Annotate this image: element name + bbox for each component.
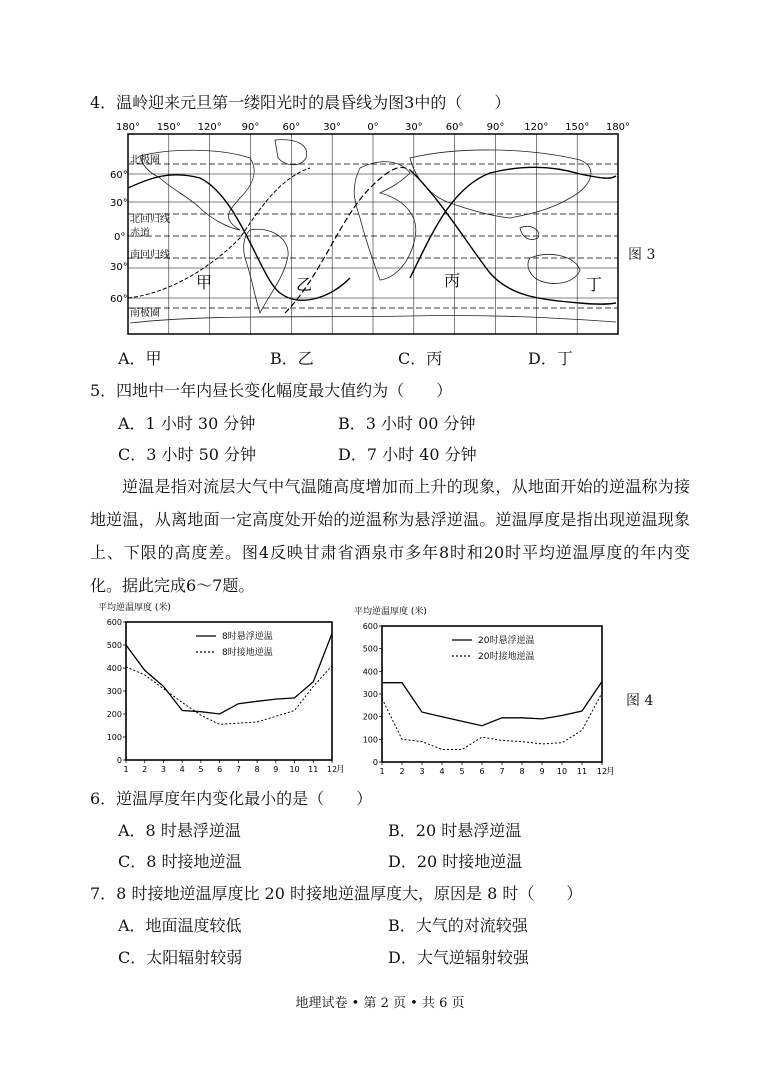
legend-label: 8时悬浮逆温 bbox=[222, 632, 273, 642]
chart-20h-svg bbox=[352, 604, 617, 780]
x-tick-label: 11 bbox=[576, 767, 588, 776]
x-tick-label: 8 bbox=[254, 765, 260, 774]
plot-frame bbox=[126, 622, 332, 760]
q7-option-a[interactable]: A．地面温度较低 bbox=[118, 916, 242, 935]
lat-label: 30° bbox=[110, 262, 128, 273]
legend-label: 20时接地逆温 bbox=[478, 652, 535, 662]
longitude-labels bbox=[116, 122, 630, 133]
x-tick-label: 12 bbox=[326, 765, 338, 774]
equator-label: 赤道 bbox=[130, 228, 150, 239]
figure-3-map bbox=[110, 118, 630, 342]
curve-label-ding: 丁 bbox=[586, 275, 603, 294]
y-tick-label: 400 bbox=[362, 667, 378, 677]
lat-label: 30° bbox=[110, 198, 128, 209]
x-tick-label: 2 bbox=[142, 765, 148, 774]
x-tick-label: 1 bbox=[123, 765, 129, 774]
x-axis-label: 月 bbox=[606, 767, 616, 777]
lon-label: 150° bbox=[156, 122, 181, 133]
y-tick-label: 300 bbox=[362, 690, 378, 699]
x-tick-label: 5 bbox=[198, 765, 204, 774]
lat-label: 60° bbox=[110, 294, 128, 305]
y-axis-label: 平均逆温厚度 (米) bbox=[98, 603, 171, 613]
x-tick-label: 5 bbox=[459, 767, 465, 776]
passage-paragraph: 逆温是指对流层大气中气温随高度增加而上升的现象，从地面开始的逆温称为接地逆温，从离地面一定高度处开始的逆温称为悬浮逆温。逆温厚度是指出现逆温现象上、下限的高度差。图4反映甘肃省酒泉市多年8时和20时平均逆温厚度的年内变化。据此完成6～7题。 bbox=[90, 477, 690, 595]
lon-label: 180° bbox=[115, 122, 141, 133]
lon-label: 90° bbox=[486, 122, 505, 133]
q5-option-c[interactable]: C．3 小时 50 分钟 bbox=[118, 445, 257, 464]
series-line-1 bbox=[126, 666, 332, 725]
lat-label: 60° bbox=[110, 170, 128, 181]
antarctic-circle-label: 南极圈 bbox=[130, 308, 160, 319]
lon-label: 60° bbox=[445, 122, 464, 133]
lon-label: 120° bbox=[197, 122, 222, 133]
lon-label: 0° bbox=[367, 122, 379, 133]
question-6: 6．逆温厚度年内变化最小的是（ ） bbox=[90, 789, 373, 808]
x-tick-label: 2 bbox=[399, 767, 405, 776]
y-tick-label: 200 bbox=[106, 710, 122, 719]
y-axis-label: 平均逆温厚度 (米) bbox=[354, 607, 427, 617]
lon-label: 30° bbox=[404, 122, 423, 133]
y-tick-label: 500 bbox=[106, 641, 122, 650]
q4-option-a[interactable]: A．甲 bbox=[118, 349, 162, 368]
lon-label: 90° bbox=[241, 122, 260, 133]
series-line-0 bbox=[382, 682, 602, 726]
lon-label: 120° bbox=[524, 122, 549, 133]
arctic-circle-label: 北极圈 bbox=[130, 155, 160, 166]
question-5: 5．四地中一年内昼长变化幅度最大值约为（ ） bbox=[90, 381, 453, 400]
tropic-cancer-label: 北回归线 bbox=[130, 214, 170, 225]
x-tick-label: 3 bbox=[160, 765, 167, 774]
y-tick-label: 500 bbox=[362, 644, 378, 654]
q6-option-d[interactable]: D．20 时接地逆温 bbox=[388, 852, 523, 871]
q6-option-a[interactable]: A．8 时悬浮逆温 bbox=[118, 821, 241, 840]
x-tick-label: 7 bbox=[499, 767, 505, 776]
x-tick-label: 7 bbox=[235, 765, 241, 774]
q7-option-d[interactable]: D．大气逆辐射较强 bbox=[388, 948, 529, 967]
x-tick-label: 12 bbox=[596, 767, 608, 776]
x-tick-label: 6 bbox=[479, 767, 485, 776]
lon-label: 150° bbox=[565, 122, 590, 133]
x-tick-label: 11 bbox=[308, 765, 319, 774]
y-tick-label: 600 bbox=[106, 618, 122, 627]
x-tick-label: 9 bbox=[273, 765, 279, 774]
x-tick-label: 6 bbox=[217, 765, 223, 774]
q5-option-d[interactable]: D．7 小时 40 分钟 bbox=[338, 445, 477, 464]
plot-frame bbox=[382, 626, 602, 762]
lon-label: 30° bbox=[323, 122, 342, 133]
x-tick-label: 1 bbox=[379, 767, 385, 776]
lon-label: 180° bbox=[605, 122, 630, 133]
y-tick-label: 200 bbox=[362, 712, 378, 722]
curve-label-bing: 丙 bbox=[444, 271, 461, 290]
legend-label: 20时悬浮逆温 bbox=[478, 636, 535, 646]
tropic-capricorn-label: 南回归线 bbox=[130, 250, 170, 261]
q6-option-c[interactable]: C．8 时接地逆温 bbox=[118, 852, 242, 871]
page-footer: 地理试卷 • 第 2 页 • 共 6 页 bbox=[295, 996, 465, 1011]
figure-4-chart-right bbox=[352, 604, 617, 784]
x-tick-label: 4 bbox=[439, 767, 445, 776]
x-tick-label: 8 bbox=[519, 767, 525, 776]
q6-option-b[interactable]: B．20 时悬浮逆温 bbox=[388, 821, 522, 840]
question-7: 7．8 时接地逆温厚度比 20 时接地逆温厚度大，原因是 8 时（ ） bbox=[90, 884, 583, 903]
q7-option-b[interactable]: B．大气的对流较强 bbox=[388, 916, 528, 935]
figure-4-caption: 图 4 bbox=[626, 693, 654, 709]
y-tick-label: 400 bbox=[106, 664, 122, 673]
q5-option-a[interactable]: A．1 小时 30 分钟 bbox=[118, 414, 256, 433]
world-map-svg bbox=[110, 118, 630, 338]
y-tick-label: 300 bbox=[106, 687, 122, 696]
chart-8h-svg bbox=[96, 600, 356, 778]
figure-4-chart-left bbox=[96, 600, 356, 782]
curve-label-jia: 甲 bbox=[196, 273, 213, 292]
y-tick-label: 0 bbox=[372, 758, 378, 767]
q4-option-d[interactable]: D．丁 bbox=[528, 349, 573, 368]
q4-option-c[interactable]: C．丙 bbox=[398, 349, 443, 368]
lon-label: 60° bbox=[282, 122, 301, 133]
x-tick-label: 10 bbox=[289, 765, 300, 774]
q7-option-c[interactable]: C．太阳辐射较弱 bbox=[118, 948, 243, 967]
curve-label-yi: 乙 bbox=[296, 275, 313, 294]
y-tick-label: 0 bbox=[116, 756, 122, 765]
q4-option-b[interactable]: B．乙 bbox=[270, 349, 314, 368]
x-tick-label: 9 bbox=[539, 767, 545, 776]
figure-3-caption: 图 3 bbox=[628, 247, 656, 263]
x-tick-label: 10 bbox=[556, 767, 568, 776]
x-tick-label: 3 bbox=[419, 767, 425, 776]
x-tick-label: 4 bbox=[179, 765, 185, 774]
q5-option-b[interactable]: B．3 小时 00 分钟 bbox=[338, 414, 476, 433]
y-tick-label: 600 bbox=[362, 622, 378, 631]
y-tick-label: 100 bbox=[106, 733, 122, 742]
lat-label: 0° bbox=[114, 232, 126, 243]
legend-label: 8时接地逆温 bbox=[222, 648, 273, 658]
x-axis-label: 月 bbox=[336, 765, 346, 775]
question-4: 4．温岭迎来元旦第一缕阳光时的晨昏线为图3中的（ ） bbox=[90, 93, 511, 112]
y-tick-label: 100 bbox=[362, 735, 378, 745]
